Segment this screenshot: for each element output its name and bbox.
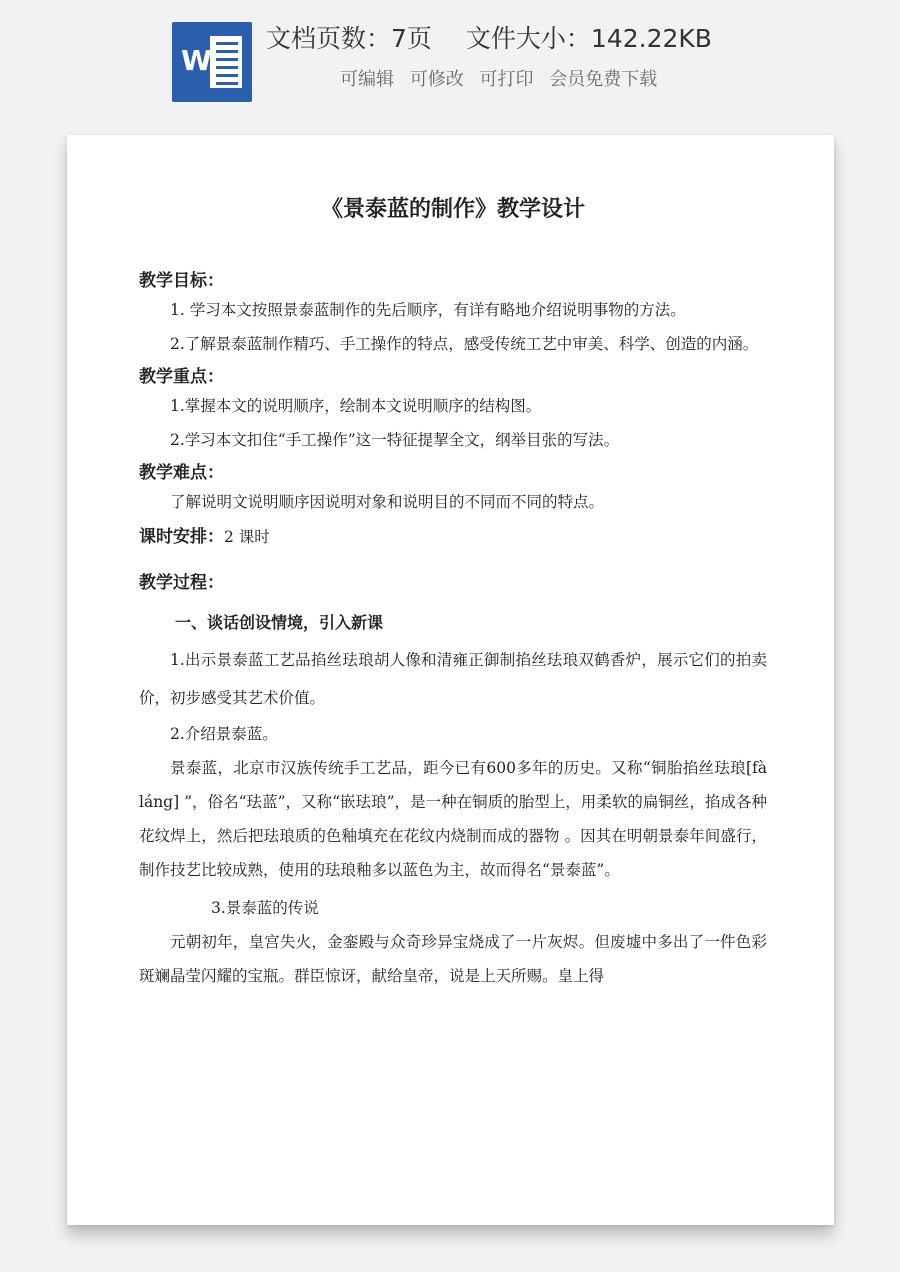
key-point-item: 1.掌握本文的说明顺序，绘制本文说明顺序的结构图。 bbox=[170, 397, 542, 415]
document-content bbox=[139, 195, 767, 993]
schedule-heading: 课时安排： bbox=[139, 527, 224, 547]
section-heading: 一、谈话创设情境，引入新课 bbox=[175, 613, 384, 632]
section-paragraph: 2.介绍景泰蓝。 bbox=[170, 725, 278, 743]
file-size: 文件大小：142.22KB bbox=[465, 24, 712, 53]
feature-editable: 可编辑 bbox=[340, 69, 394, 90]
objective-item: 1. 学习本文按照景泰蓝制作的先后顺序，有详有略地介绍说明事物的方法。 bbox=[170, 301, 686, 319]
difficulty-text: 了解说明文说明顺序因说明对象和说明目的不同而不同的特点。 bbox=[170, 493, 605, 511]
objectives-heading: 教学目标： bbox=[139, 271, 224, 291]
process-heading: 教学过程： bbox=[139, 573, 224, 593]
document-title: 《景泰蓝的制作》教学设计 bbox=[320, 197, 585, 222]
difficulty-heading: 教学难点： bbox=[139, 463, 224, 483]
section-paragraph: 景泰蓝，北京市汉族传统手工艺品，距今已有600多年的历史。又称“铜胎掐丝珐琅[fà láng] ”，俗名“珐蓝”，又称“嵌珐琅”，是一种在铜质的胎型上，用柔软的扁铜丝，掐成各种花纹焊上，然后把珐琅质的色釉填充在花纹内烧制而成的器物 。因其在明朝景泰年间盛行，制作技艺比较成熟，使用的珐琅釉多以蓝色为主，故而得名“景泰蓝”。 bbox=[139, 759, 767, 879]
objective-item: 2.了解景泰蓝制作精巧、手工操作的特点，感受传统工艺中审美、科学、创造的内涵。 bbox=[170, 335, 759, 353]
document-page bbox=[67, 135, 834, 1225]
page-count: 文档页数：7页 bbox=[266, 24, 432, 53]
legend-heading: 3.景泰蓝的传说 bbox=[211, 899, 319, 917]
file-stats bbox=[266, 24, 712, 54]
feature-printable: 可打印 bbox=[479, 69, 534, 90]
word-document-icon bbox=[172, 22, 252, 102]
schedule-line bbox=[139, 525, 767, 549]
logo-letter: W bbox=[181, 44, 212, 77]
feature-list bbox=[340, 68, 667, 92]
key-points-heading: 教学重点： bbox=[139, 367, 224, 387]
schedule-value: 2 课时 bbox=[224, 528, 270, 546]
feature-modifiable: 可修改 bbox=[409, 69, 464, 90]
feature-member-download: 会员免费下载 bbox=[549, 69, 658, 90]
legend-paragraph: 元朝初年，皇宫失火，金銮殿与众奇珍异宝烧成了一片灰烬。但废墟中多出了一件色彩斑斓晶莹闪耀的宝瓶。群臣惊讶，献给皇帝，说是上天所赐。皇上得 bbox=[139, 933, 767, 985]
key-point-item: 2.学习本文扣住“手工操作”这一特征提挈全文，纲举目张的写法。 bbox=[170, 431, 620, 449]
section-paragraph: 1.出示景泰蓝工艺品掐丝珐琅胡人像和清雍正御制掐丝珐琅双鹤香炉，展示它们的拍卖价，初步感受其艺术价值。 bbox=[139, 651, 767, 707]
file-info-header bbox=[0, 0, 900, 130]
